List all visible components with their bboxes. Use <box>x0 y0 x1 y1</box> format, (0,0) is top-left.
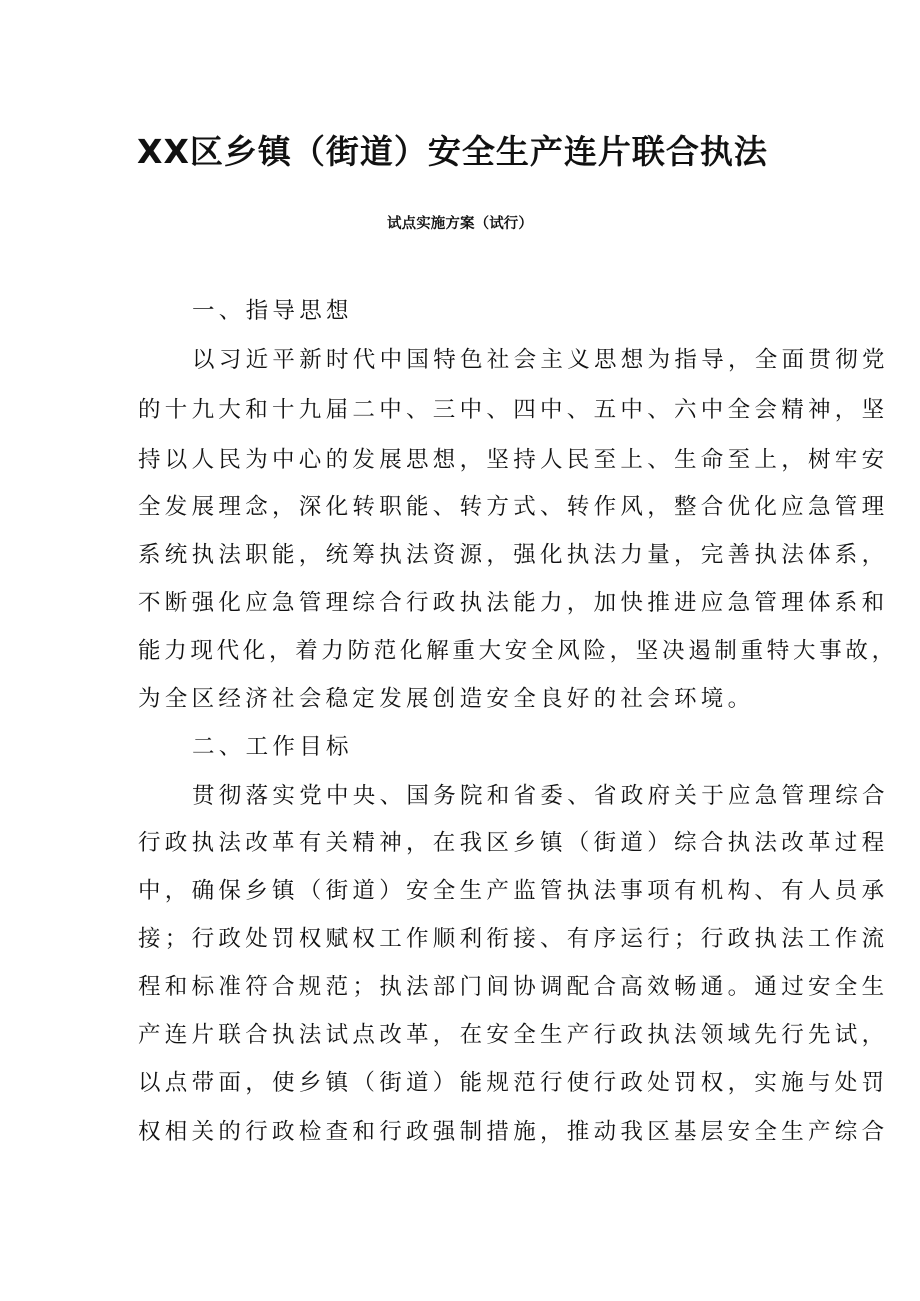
section-heading-work-goals: 二、工作目标 <box>192 734 353 760</box>
paragraph-line: 接；行政处罚权赋权工作顺利衔接、有序运行；行政执法工作流 <box>138 926 889 952</box>
paragraph-line: 全发展理念，深化转职能、转方式、转作风，整合优化应急管理 <box>138 494 889 520</box>
paragraph-line: 以习近平新时代中国特色社会主义思想为指导，全面贯彻党 <box>192 347 889 373</box>
section-heading-guiding-ideology: 一、指导思想 <box>192 298 353 324</box>
paragraph-line: 中，确保乡镇（街道）安全生产监管执法事项有机构、有人员承 <box>138 878 889 904</box>
document-title-line-2: 试点实施方案（试行） <box>387 216 533 232</box>
paragraph-line: 的十九大和十九届二中、三中、四中、五中、六中全会精神，坚 <box>138 397 889 423</box>
paragraph-line: 权相关的行政检查和行政强制措施，推动我区基层安全生产综合 <box>138 1119 889 1145</box>
paragraph-line: 以点带面，使乡镇（街道）能规范行使行政处罚权，实施与处罚 <box>138 1070 889 1096</box>
paragraph-line: 产连片联合执法试点改革，在安全生产行政执法领域先行先试， <box>138 1022 889 1048</box>
paragraph-line: 程和标准符合规范；执法部门间协调配合高效畅通。通过安全生 <box>138 974 889 1000</box>
paragraph-line: 为全区经济社会稳定发展创造安全良好的社会环境。 <box>138 686 755 712</box>
paragraph-line: 不断强化应急管理综合行政执法能力，加快推进应急管理体系和 <box>138 590 889 616</box>
paragraph-line: 贯彻落实党中央、国务院和省委、省政府关于应急管理综合 <box>192 783 889 809</box>
paragraph-line: 能力现代化，着力防范化解重大安全风险，坚决遏制重特大事故， <box>138 638 898 664</box>
paragraph-line: 行政执法改革有关精神，在我区乡镇（街道）综合执法改革过程 <box>138 830 889 856</box>
document-title-line-1: XX区乡镇（街道）安全生产连片联合执法 <box>137 132 768 171</box>
paragraph-line: 系统执法职能，统筹执法资源，强化执法力量，完善执法体系， <box>138 542 889 568</box>
paragraph-line: 持以人民为中心的发展思想，坚持人民至上、生命至上，树牢安 <box>138 447 889 473</box>
